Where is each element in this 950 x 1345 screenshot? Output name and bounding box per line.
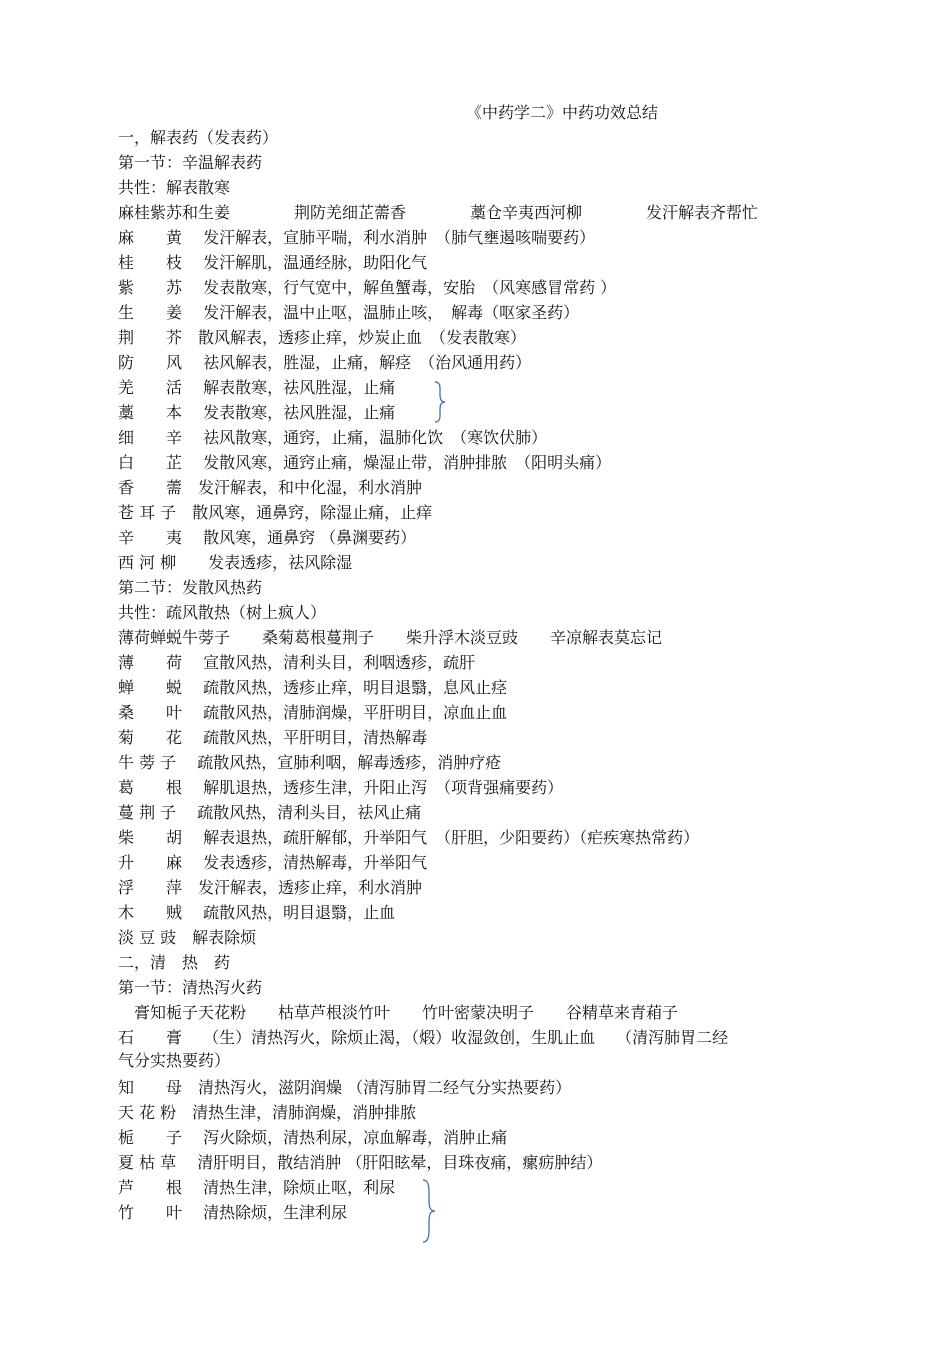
herb-entry: 香 薷 发汗解表，和中化湿，利水消肿 <box>118 478 423 497</box>
herb-entry: 辛 夷 散风寒，通鼻窍 （鼻渊要药） <box>118 528 417 547</box>
herb-entry: 羌 活 解表散寒，祛风胜湿，止痛 <box>118 378 396 397</box>
herb-entry: 升 麻 发表透疹，清热解毒，升举阳气 <box>118 853 428 872</box>
herb-entry: 桑 叶 疏散风热，清肺润燥，平肝明目，凉血止血 <box>118 703 508 722</box>
herb-entry: 牛 蒡 子 疏散风热，宣肺利咽，解毒透疹，消肿疗疮 <box>118 753 502 772</box>
subsection-heading: 第一节：清热泻火药 <box>118 978 263 997</box>
herb-entry: 竹 叶 清热除烦，生津利尿 <box>118 1203 348 1222</box>
mnemonic-line: 麻桂紫苏和生姜 荆防羌细芷薷香 藁仓辛夷西河柳 发汗解表齐帮忙 <box>118 203 759 222</box>
herb-entry: 紫 苏 发表散寒，行气宽中，解鱼蟹毒，安胎 （风寒感冒常药 ） <box>118 278 617 297</box>
commonality-line: 共性：疏风散热（树上疯人） <box>118 603 327 622</box>
subsection-heading: 第二节：发散风热药 <box>118 578 263 597</box>
grouping-brace-icon <box>420 1178 438 1244</box>
herb-entry: 知 母 清热泻火，滋阴润燥 （清泻肺胃二经气分实热要药） <box>118 1078 572 1097</box>
herb-entry: 浮 萍 发汗解表，透疹止痒，利水消肿 <box>118 878 423 897</box>
herb-entry-continuation: 气分实热要药） <box>118 1051 231 1070</box>
commonality-line: 共性：解表散寒 <box>118 178 231 197</box>
herb-entry: 藁 本 发表散寒，祛风胜湿，止痛 <box>118 403 396 422</box>
herb-entry: 薄 荷 宣散风热，清利头目，利咽透疹，疏肝 <box>118 653 476 672</box>
herb-entry: 桂 枝 发汗解肌，温通经脉，助阳化气 <box>118 253 428 272</box>
mnemonic-line: 膏知栀子天花粉 枯草芦根淡竹叶 竹叶密蒙决明子 谷精草来青葙子 <box>118 1003 679 1022</box>
herb-entry: 夏 枯 草 清肝明目，散结消肿 （肝阳眩晕，目珠夜痛，瘰疬肿结） <box>118 1153 603 1172</box>
herb-entry: 细 辛 祛风散寒，通窍，止痛，温肺化饮 （寒饮伏肺） <box>118 428 548 447</box>
herb-entry: 栀 子 泻火除烦，清热利尿，凉血解毒，消肿止痛 <box>118 1128 508 1147</box>
document-title: 《中药学二》中药功效总结 <box>466 103 659 122</box>
herb-entry: 白 芷 发散风寒，通窍止痛，燥湿止带，消肿排脓 （阳明头痛） <box>118 453 612 472</box>
herb-entry: 麻 黄 发汗解表，宣肺平喘，利水消肿 （肺气壅遏咳喘要药） <box>118 228 596 247</box>
herb-entry: 木 贼 疏散风热，明目退翳，止血 <box>118 903 396 922</box>
herb-entry: 芦 根 清热生津，除烦止呕，利尿 <box>118 1178 396 1197</box>
section-heading: 二，清 热 药 <box>118 953 231 972</box>
mnemonic-line: 薄荷蝉蜕牛蒡子 桑菊葛根蔓荆子 柴升浮木淡豆豉 辛凉解表莫忘记 <box>118 628 663 647</box>
subsection-heading: 第一节：辛温解表药 <box>118 153 263 172</box>
herb-entry: 苍 耳 子 散风寒，通鼻窍，除湿止痛，止痒 <box>118 503 433 522</box>
herb-entry: 荆 芥 散风解表，透疹止痒，炒炭止血 （发表散寒） <box>118 328 527 347</box>
section-heading: 一，解表药（发表药） <box>118 128 279 147</box>
herb-entry: 淡 豆 豉 解表除烦 <box>118 928 257 947</box>
herb-entry: 生 姜 发汗解表，温中止呕，温肺止咳， 解毒（呕家圣药） <box>118 303 580 322</box>
herb-entry: 天 花 粉 清热生津，清肺润燥，消肿排脓 <box>118 1103 417 1122</box>
herb-entry: 柴 胡 解表退热，疏肝解郁，升举阳气 （肝胆，少阳要药）（疟疾寒热常药） <box>118 828 700 847</box>
herb-entry: 石 膏 （生）清热泻火，除烦止渴，（煅）收湿敛创，生肌止血 （清泻肺胃二经 <box>118 1028 729 1047</box>
herb-entry: 西 河 柳 发表透疹，祛风除湿 <box>118 553 353 572</box>
herb-entry: 蔓 荆 子 疏散风热，清利头目，祛风止痛 <box>118 803 422 822</box>
herb-entry: 菊 花 疏散风热，平肝明目，清热解毒 <box>118 728 428 747</box>
herb-entry: 葛 根 解肌退热，透疹生津，升阳止泻 （项背强痛要药） <box>118 778 564 797</box>
grouping-brace-icon <box>432 380 448 424</box>
herb-entry: 蝉 蜕 疏散风热，透疹止痒，明目退翳，息风止痉 <box>118 678 508 697</box>
herb-entry: 防 风 祛风解表，胜湿，止痛，解痉 （治风通用药） <box>118 353 532 372</box>
